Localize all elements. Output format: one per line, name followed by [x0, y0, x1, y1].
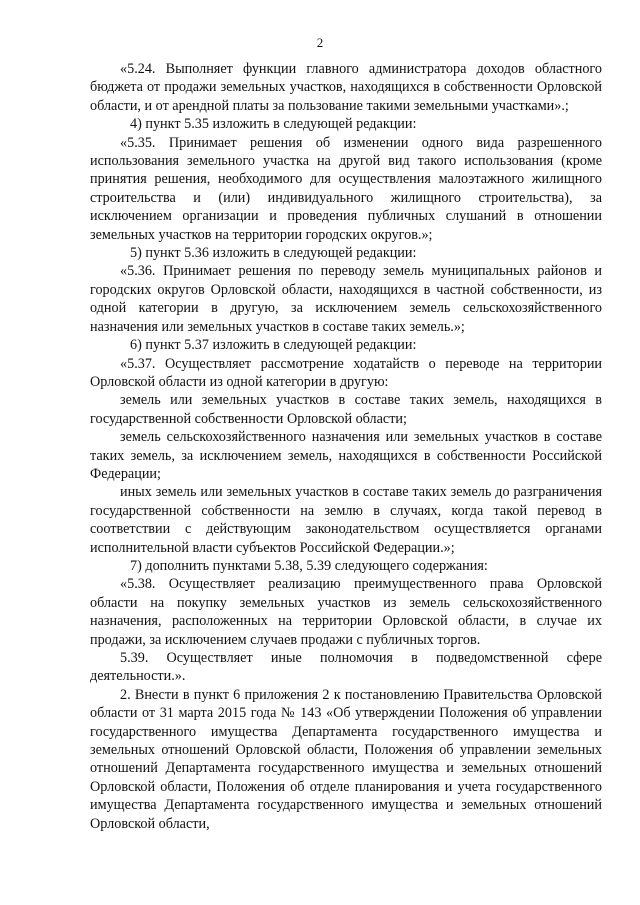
paragraph: иных земель или земельных участков в составе таких земель до разграничения государственной собственности на землю в случаях, когда такой перевод в соответствии с действующим законодательством осуществляется органами исполнительной власти субъектов Российской Федерации.»;	[90, 484, 602, 556]
paragraph: 5) пункт 5.36 изложить в следующей редакции:	[130, 245, 417, 262]
paragraph: земель сельскохозяйственного назначения или земельных участков в составе таких земель, за исключением земель, находящихся в собственности Российской Федерации;	[90, 429, 602, 482]
paragraph: «5.24. Выполняет функции главного администратора доходов областного бюджета от продажи земельных участков, находящихся в собственности Орловской области, и от арендной платы за пользование такими земельными участками».;	[90, 61, 602, 114]
paragraph: 7) дополнить пунктами 5.38, 5.39 следующего содержания:	[130, 557, 488, 574]
page-number: 2	[316, 35, 324, 50]
paragraph: земель или земельных участков в составе таких земель, находящихся в государственной собственности Орловской области;	[90, 392, 602, 427]
paragraph: 6) пункт 5.37 изложить в следующей редакции:	[130, 337, 417, 354]
paragraph: 4) пункт 5.35 изложить в следующей редакции:	[130, 116, 417, 133]
paragraph: «5.36. Принимает решения по переводу земель муниципальных районов и городских округов Орловской области, находящихся в частной собственности, из одной категории в другую, за исключением земель сельскохозяйственного назначения или земельных участков в составе таких земель.»;	[90, 263, 602, 335]
paragraph: 2. Внести в пункт 6 приложения 2 к постановлению Правительства Орловской области от 31 марта 2015 года № 143 «Об утверждении Положения об управлении государственного имущества Департамента государственного имущества и земельных отношений Орловской области, Положения об управлении земельных отношений Департамента государственного имущества и земельных отношений Орловской области, Положения об отделе планирования и учета государственного имущества Департамента государственного имущества и земельных отношений Орловской области,	[90, 686, 602, 832]
paragraph: «5.35. Принимает решения об изменении одного вида разрешенного использования земельного участка на другой вид такого использования (кроме принятия решения, необходимого для осуществления малоэтажного жилищного строительства и (или) индивидуального жилищного строительства), за исключением организации и проведения публичных слушаний в отношении земельных участков на территории городских округов.»;	[90, 134, 602, 243]
paragraph: «5.37. Осуществляет рассмотрение ходатайств о переводе на территории Орловской области из одной категории в другую:	[90, 355, 602, 390]
paragraph: 5.39. Осуществляет иные полномочия в подведомственной сфере деятельности.».	[90, 650, 602, 685]
document-body	[90, 60, 602, 833]
paragraph: «5.38. Осуществляет реализацию преимущественного права Орловской области на покупку земельных участков из земель сельскохозяйственного назначения, расположенных на территории Орловской области, в случае их продажи, за исключением случаев продажи с публичных торгов.	[90, 576, 602, 648]
